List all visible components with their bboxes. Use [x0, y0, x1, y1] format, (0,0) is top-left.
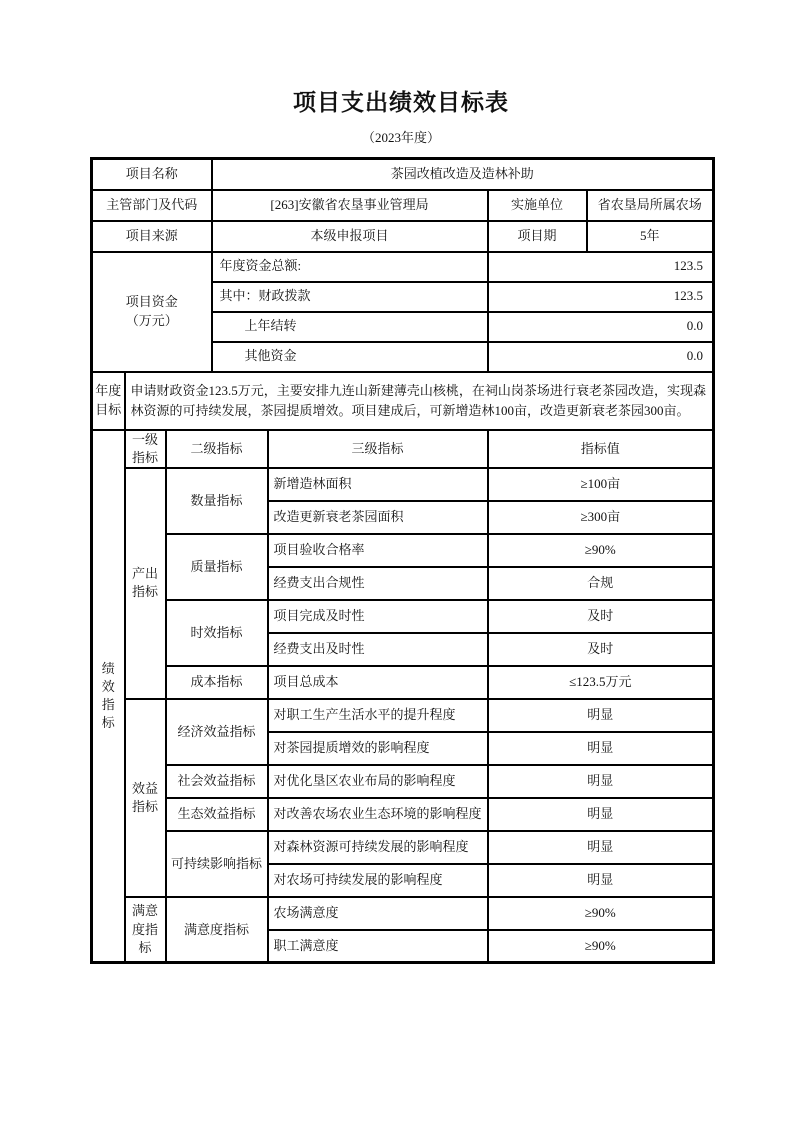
project-funding-label-cell	[92, 252, 212, 372]
indicator-value-cell: 明显	[488, 732, 714, 765]
level2-cell: 质量指标	[166, 534, 268, 600]
level1-cell: 满意度指标	[125, 897, 166, 963]
project-funding-label: 项目资金（万元）	[125, 294, 178, 328]
document-subtitle: （2023年度）	[361, 130, 440, 145]
impl-unit-value-cell: 省农垦局所属农场	[587, 190, 714, 221]
indicator-row	[92, 534, 714, 567]
level1-cell: 效益指标	[125, 699, 166, 897]
indicator-row	[92, 699, 714, 732]
level3-cell: 农场满意度	[268, 897, 488, 930]
perf-header-level2-cell: 二级指标	[166, 430, 268, 468]
perf-side-label-cell	[92, 430, 125, 963]
indicator-value-cell: 明显	[488, 765, 714, 798]
indicator-row	[92, 666, 714, 699]
project-source-value-cell: 本级申报项目	[212, 221, 488, 252]
level3-cell: 对改善农场农业生态环境的影响程度	[268, 798, 488, 831]
indicator-value-cell: ≥100亩	[488, 468, 714, 501]
indicator-row	[92, 468, 714, 501]
level3-cell: 对优化垦区农业布局的影响程度	[268, 765, 488, 798]
dept-row	[92, 190, 714, 221]
level3-cell: 对职工生产生活水平的提升程度	[268, 699, 488, 732]
level3-cell: 经费支出及时性	[268, 633, 488, 666]
project-name-row	[92, 159, 714, 190]
indicator-row	[92, 831, 714, 864]
level2-cell: 社会效益指标	[166, 765, 268, 798]
funding-item-name-cell: 其他资金	[212, 342, 488, 372]
annual-goal-label-cell	[92, 372, 125, 430]
impl-unit-label-cell: 实施单位	[488, 190, 587, 221]
funding-item-value-cell: 0.0	[488, 342, 714, 372]
indicator-value-cell: 明显	[488, 831, 714, 864]
indicator-value-cell: 明显	[488, 798, 714, 831]
level3-cell: 职工满意度	[268, 930, 488, 963]
indicator-value-cell: 及时	[488, 600, 714, 633]
level1-cell: 产出指标	[125, 468, 166, 699]
funding-item-value-cell: 0.0	[488, 312, 714, 342]
perf-header-row	[92, 430, 714, 468]
level3-cell: 项目完成及时性	[268, 600, 488, 633]
funding-item-value-cell: 123.5	[488, 282, 714, 312]
indicator-row	[92, 897, 714, 930]
level2-cell: 生态效益指标	[166, 798, 268, 831]
level2-cell: 可持续影响指标	[166, 831, 268, 897]
indicator-value-cell: ≥90%	[488, 930, 714, 963]
project-source-label-cell: 项目来源	[92, 221, 212, 252]
annual-goal-row	[92, 372, 714, 430]
level3-cell: 改造更新衰老茶园面积	[268, 501, 488, 534]
perf-side-label: 绩效指标	[101, 660, 115, 731]
indicator-value-cell: 明显	[488, 699, 714, 732]
level2-cell: 数量指标	[166, 468, 268, 534]
indicator-value-cell: 明显	[488, 864, 714, 897]
level3-cell: 对农场可持续发展的影响程度	[268, 864, 488, 897]
perf-header-level3-cell: 三级指标	[268, 430, 488, 468]
funding-row	[92, 252, 714, 282]
dept-label-cell: 主管部门及代码	[92, 190, 212, 221]
project-period-value-cell: 5年	[587, 221, 714, 252]
project-period-label-cell: 项目期	[488, 221, 587, 252]
level2-cell: 成本指标	[166, 666, 268, 699]
indicator-value-cell: ≤123.5万元	[488, 666, 714, 699]
project-name-label-cell: 项目名称	[92, 159, 212, 190]
level3-cell: 经费支出合规性	[268, 567, 488, 600]
performance-target-table	[90, 157, 715, 964]
source-row	[92, 221, 714, 252]
annual-goal-label: 年度目标	[95, 383, 122, 417]
level3-cell: 项目总成本	[268, 666, 488, 699]
level3-cell: 项目验收合格率	[268, 534, 488, 567]
perf-header-value-cell: 指标值	[488, 430, 714, 468]
level3-cell: 新增造林面积	[268, 468, 488, 501]
funding-item-value-cell: 123.5	[488, 252, 714, 282]
indicator-row	[92, 765, 714, 798]
indicator-value-cell: ≥90%	[488, 897, 714, 930]
annual-goal-text-cell: 申请财政资金123.5万元，主要安排九连山新建薄壳山核桃，在祠山岗茶场进行衰老茶园改造，实现森林资源的可持续发展，茶园提质增效。项目建成后，可新增造林100亩，改造更新衰老茶园300亩。	[125, 372, 714, 430]
perf-header-level1-cell: 一级指标	[125, 430, 166, 468]
dept-value-cell: [263]安徽省农垦事业管理局	[212, 190, 488, 221]
funding-item-name-cell: 上年结转	[212, 312, 488, 342]
indicator-row	[92, 798, 714, 831]
indicator-value-cell: ≥90%	[488, 534, 714, 567]
funding-item-name-cell: 年度资金总额:	[212, 252, 488, 282]
level3-cell: 对森林资源可持续发展的影响程度	[268, 831, 488, 864]
indicator-value-cell: ≥300亩	[488, 501, 714, 534]
indicator-value-cell: 及时	[488, 633, 714, 666]
project-name-value-cell: 茶园改植改造及造林补助	[212, 159, 714, 190]
indicator-value-cell: 合规	[488, 567, 714, 600]
level3-cell: 对茶园提质增效的影响程度	[268, 732, 488, 765]
level2-cell: 经济效益指标	[166, 699, 268, 765]
indicator-row	[92, 600, 714, 633]
funding-item-name-cell: 其中：财政拨款	[212, 282, 488, 312]
level2-cell: 满意度指标	[166, 897, 268, 963]
document-title: 项目支出绩效目标表	[293, 90, 509, 115]
level2-cell: 时效指标	[166, 600, 268, 666]
